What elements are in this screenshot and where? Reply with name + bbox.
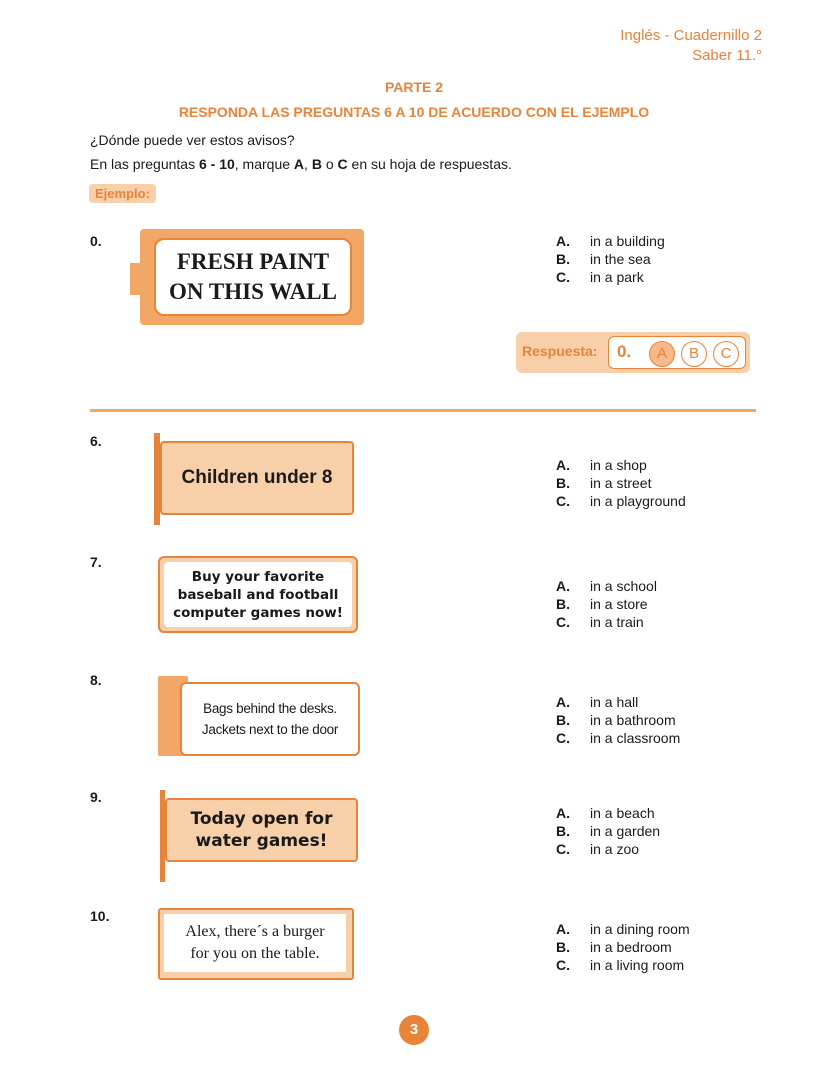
- instr-option-a: A: [293, 156, 305, 172]
- option-text: in a park: [590, 269, 644, 285]
- option-b: [556, 250, 665, 268]
- question-number: 10.: [90, 908, 110, 924]
- section-divider: [90, 409, 756, 412]
- option-text: in a garden: [590, 823, 661, 839]
- option-letter: B.: [556, 939, 570, 955]
- option-text: in a zoo: [590, 841, 640, 857]
- sign-line: Alex, there´s a burger: [185, 923, 325, 940]
- question-number: 0.: [90, 233, 102, 249]
- sign-line: ON THIS WALL: [169, 279, 337, 304]
- option-text: in a dining room: [590, 921, 690, 937]
- option-letter: C.: [556, 614, 570, 630]
- instruction-question: ¿Dónde puede ver estos avisos?: [90, 132, 295, 148]
- part-subtitle: RESPONDA LAS PREGUNTAS 6 A 10 DE ACUERDO CON EL EJEMPLO: [178, 104, 650, 120]
- option-letter: B.: [556, 712, 570, 728]
- option-text: in a living room: [590, 957, 685, 973]
- options-list: [556, 804, 660, 858]
- option-letter: C.: [556, 269, 570, 285]
- option-text: in a classroom: [590, 730, 681, 746]
- option-a: [556, 920, 690, 938]
- sign-line: Bags behind the desks.: [203, 701, 337, 716]
- sign-text: [160, 441, 354, 515]
- sign-text: [164, 562, 352, 627]
- option-b: [556, 938, 690, 956]
- answer-number: 0.: [617, 342, 632, 361]
- sign-line: FRESH PAINT: [176, 249, 330, 274]
- option-a: [556, 232, 665, 250]
- option-b: [556, 711, 680, 729]
- option-letter: A.: [556, 805, 570, 821]
- sign-line: Jackets next to the door: [201, 722, 339, 737]
- instr-option-c: C: [337, 156, 348, 172]
- option-text: in a hall: [590, 694, 639, 710]
- sign-water-games: [160, 790, 358, 882]
- option-letter: B.: [556, 596, 570, 612]
- option-text: in the sea: [590, 251, 651, 267]
- option-a: [556, 804, 660, 822]
- sign-line: baseball and football: [177, 586, 339, 603]
- example-badge: Ejemplo:: [89, 184, 156, 203]
- sign-text: [165, 798, 358, 862]
- question-number: 6.: [90, 433, 102, 449]
- answer-bubble-b: B: [681, 341, 707, 367]
- option-text: in a street: [590, 475, 652, 491]
- option-letter: C.: [556, 841, 570, 857]
- part-title: PARTE 2: [384, 79, 444, 95]
- instruction-line: [90, 156, 512, 172]
- option-text: in a bathroom: [590, 712, 676, 728]
- options-list: [556, 920, 690, 974]
- option-letter: A.: [556, 694, 570, 710]
- instr-range: 6 - 10: [198, 156, 235, 172]
- instr-text: , marque: [234, 156, 294, 172]
- sign-fresh-paint: [130, 229, 364, 325]
- option-text: in a playground: [590, 493, 686, 509]
- option-text: in a building: [590, 233, 665, 249]
- option-text: in a school: [590, 578, 657, 594]
- sign-text: [154, 238, 352, 316]
- option-letter: C.: [556, 957, 570, 973]
- option-text: in a shop: [590, 457, 647, 473]
- options-list: [556, 577, 657, 631]
- option-letter: B.: [556, 475, 570, 491]
- option-a: [556, 577, 657, 595]
- question-number: 7.: [90, 554, 102, 570]
- option-letter: A.: [556, 921, 570, 937]
- option-c: [556, 268, 665, 286]
- option-c: [556, 840, 660, 858]
- options-list: [556, 456, 686, 510]
- sign-burger-note: [158, 908, 354, 980]
- option-b: [556, 595, 657, 613]
- sign-line: for you on the table.: [190, 945, 320, 962]
- answer-bubble-c: C: [713, 341, 739, 367]
- instr-text: o: [321, 156, 338, 172]
- sign-line: Today open for: [190, 809, 333, 829]
- option-a: [556, 693, 680, 711]
- sign-line: Buy your favorite: [191, 568, 325, 585]
- options-list: [556, 693, 680, 747]
- sign-computer-games: [158, 556, 358, 633]
- option-c: [556, 492, 686, 510]
- option-b: [556, 474, 686, 492]
- instr-text: ,: [304, 156, 312, 172]
- question-number: 8.: [90, 672, 102, 688]
- sign-bags-jackets: [158, 676, 360, 756]
- option-c: [556, 956, 690, 974]
- sign-children-under-8: [154, 433, 354, 525]
- option-a: [556, 456, 686, 474]
- question-number: 9.: [90, 789, 102, 805]
- option-c: [556, 729, 680, 747]
- document-header: [620, 26, 762, 66]
- header-subject: Inglés - Cuadernillo 2: [620, 27, 762, 44]
- option-letter: A.: [556, 457, 570, 473]
- option-text: in a store: [590, 596, 648, 612]
- option-letter: C.: [556, 493, 570, 509]
- option-letter: B.: [556, 823, 570, 839]
- option-b: [556, 822, 660, 840]
- page-number: 3: [399, 1015, 429, 1045]
- answer-box: [608, 336, 746, 369]
- header-exam: Saber 11.°: [692, 47, 762, 64]
- sign-line: computer games now!: [173, 604, 343, 621]
- sign-text: [180, 682, 360, 756]
- option-text: in a beach: [590, 805, 655, 821]
- answer-bubble-a: A: [649, 341, 675, 367]
- answer-label: Respuesta:: [522, 343, 598, 359]
- option-letter: A.: [556, 233, 570, 249]
- option-c: [556, 613, 657, 631]
- instr-text: En las preguntas: [90, 156, 199, 172]
- instr-text: en su hoja de respuestas.: [347, 156, 512, 172]
- option-letter: B.: [556, 251, 570, 267]
- option-text: in a train: [590, 614, 644, 630]
- sign-line: water games!: [195, 831, 328, 851]
- sign-text: [164, 914, 346, 972]
- options-list: [556, 232, 665, 286]
- option-letter: C.: [556, 730, 570, 746]
- option-text: in a bedroom: [590, 939, 672, 955]
- option-letter: A.: [556, 578, 570, 594]
- sign-line: Children under 8: [181, 467, 333, 488]
- answer-example: [516, 332, 750, 373]
- instr-option-b: B: [311, 156, 322, 172]
